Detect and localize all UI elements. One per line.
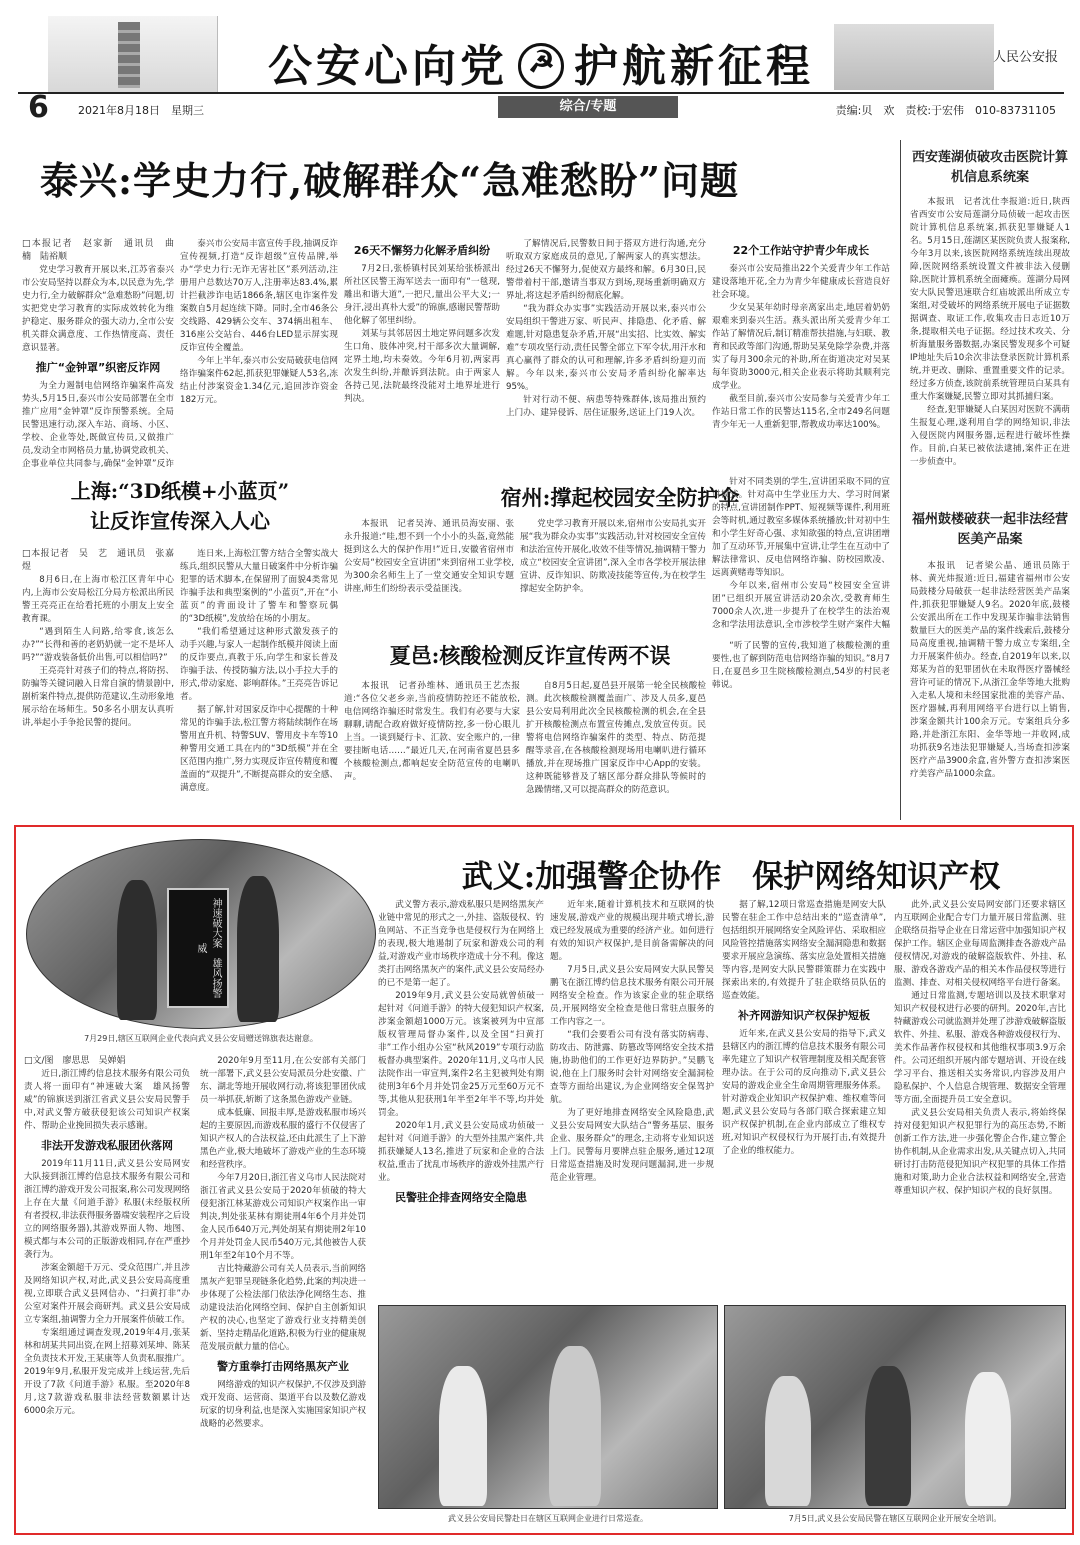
masthead-title-right: 护航新征程 — [574, 41, 814, 92]
lead-sub2: 26天不懈努力化解矛盾纠纷 — [353, 244, 491, 257]
photo3-caption: 7月5日,武义县公安局民警在辖区互联网企业开展安全培训。 — [788, 1514, 1002, 1523]
shanghai-headline-line1: 上海:“3D纸模+小蓝页” — [70, 479, 290, 503]
section-tab: 综合/专题 — [498, 96, 678, 118]
brief-1-p2: 经查,犯罪嫌疑人白某因对医院不满萌生报复心理,遂利用自学的网络知识,非法入侵医院内网服务器,远程进行破坏性操作。目前,白某已被依法逮捕,案件正在进一步侦查中。 — [910, 405, 1070, 467]
brief-1-body — [910, 196, 1070, 492]
person-figure — [237, 876, 279, 1022]
feature-p3: 涉案金额超千万元、受众范围广,并且涉及网络知识产权,对此,武义县公安局高度重视,立即联合武义县网信办、“扫黄打非”办公室对案件开展会商研判。武义县公安局成立专案组,抽调警力全力开展案件侦破工作。 — [24, 1263, 190, 1325]
lead-col-4 — [506, 238, 706, 470]
newspaper-logo: 人民公安报 — [992, 50, 1058, 65]
shanghai-p5: “我们希望通过这种形式激发孩子的动手兴趣,与家人一起制作纸模并阅读上面的反诈要点,真教于乐,向学生和家长普及诈骗手法、传授防骗方法,以小手拉大手的形式,带动家庭、影响群体。”王亮亮告诉记者。 — [180, 627, 338, 702]
feature-p1: 近日,浙江博约信息技术服务有限公司负责人将一面印有“神速破大案 雄风扬警威”的锦旗送到浙江省武义县公安局民警手中,对武义警方破获侵犯该公司知识产权案件、帮助企业挽回损失表示感谢。 — [24, 1069, 190, 1131]
feature-p18: 近年来,在武义县公安局的指导下,武义县辖区内的浙江博约信息技术服务有限公司率先建立了知识产权管理制度及相关配套管理办法。在于公司的反向推动下,武义县公安局的游戏企业全生命周期管理服务体系。针对游戏企业知识产权保护难、维权难等问题,武义县公安局与各部门联合探索建立知识产权保护机制,在企业内部成立了维权专班,对知识产权侵权行为开展打击,有效提升了企业的维权能力。 — [722, 1029, 886, 1156]
lead-col-5 — [712, 238, 890, 470]
photo2-caption: 武义县公安局民警赴日在辖区互联网企业进行日常巡查。 — [448, 1514, 648, 1523]
feature-col-4 — [550, 899, 714, 1299]
feature-sub3: 民警驻企排查网络安全隐患 — [395, 1191, 527, 1204]
lead-col-2 — [180, 238, 338, 470]
suzhou-headline: 宿州:撑起校园安全防护伞 — [500, 485, 740, 510]
shanghai-byline: □本报记者 吴 艺 通讯员 张嘉煜 — [22, 549, 174, 572]
xiayi-p2: 自8月5日起,夏邑县开展第一轮全民核酸检测。此次核酸检测覆盖面广、涉及人员多,夏邑县公安局利用此次全民核酸检测的机会,在全县扩开核酸检测点布置宣传摊点,发放宣传页。民警将电信网络诈骗案件的类型、特点、防范提醒等录音,在各核酸检测现场用电喇叭进行循环播放,并在现场推广国家反诈中心App的安装。这种既能够普及了辖区部分群众排队等候时的急躁情绪,又可以提高群众的防范意识。 — [526, 681, 706, 795]
xiayi-col-3 — [712, 640, 890, 818]
lead-p7: 了解情况后,民警数日间于搭双方进行沟通,充分听取双方家庭成员的意见,了解两家人的真实想法。经过26天不懈努力,促使双方最终和解。6月30日,民警带着村干部,邀请当事双方到场,现场重新明确双方界址,将这起矛盾纠纷彻底化解。 — [506, 239, 706, 301]
feature-p16: 为了更好地排查网络安全风险隐患,武义县公安局网安大队结合“警务基层、服务企业、服务群众”的理念,主动将专业知识送上门。民警每月要牌点驻企服务,通过12项日常巡查措施及时发现问题漏洞,进一步规范企业管理。 — [550, 1108, 714, 1183]
lead-headline: 泰兴:学史力行,破解群众“急难愁盼”问题 — [40, 158, 739, 203]
shanghai-col-1 — [22, 548, 174, 818]
feature-col-6 — [894, 899, 1066, 1299]
feature-p15: “我们会要看公司有没有落实防病毒、防攻击、防泄露、防篡改等网络安全技术措施,协助他们的工作更好边界防护。”吴鹏飞说,他在上门服务时会针对网络安全漏洞检查等方面给出建议,为企业网络安全保驾护航。 — [550, 1030, 714, 1105]
page-number: 6 — [28, 90, 49, 125]
police-silhouette-illustration — [834, 24, 994, 90]
lead-p10: 泰兴市公安局推出22个关爱青少年工作站建设落地开花,全力为青少年健康成长营造良好社会环境。 — [712, 264, 890, 300]
feature-sub4: 补齐网游知识产权保护短板 — [738, 1009, 870, 1022]
person-figure — [965, 1372, 1011, 1506]
photo1-caption: 7月29日,辖区互联网企业代表向武义县公安局赠送锦旗表达谢意。 — [84, 1034, 318, 1043]
lead-p2: 为全力遏制电信网络诈骗案件高发势头,5月15日,泰兴市公安局部署在全市推广应用“金钟罩”反诈预警系统。全局民警迅速行动,深入车站、商场、小区、学校、企业等处,既做宣传员,又做推广员,发动全市网格员力量,协调党政机关、企事业单位共同参与,确保“金钟罩”反诈 — [22, 381, 174, 469]
masthead — [18, 16, 1064, 94]
lead-p6: 刘某与其邻居因土地定界问题多次发生口角、肢体冲突,村干部多次大量调解,定界土地,均未奏效。今年6月初,两家再次发生纠纷,并酿诉到法院。由于两家人各持己见,法院最终没能对土地界址进行判决。 — [344, 329, 500, 404]
suzhou-p4: 今年以来,宿州市公安局“校园安全宣讲团”已组织开展宣讲活动20余次,受教育师生7000余人次,进一步提升了在校学生的法治观念和学法用法意识,全市涉校学生财产案件大幅 — [712, 581, 890, 630]
lead-col-1 — [22, 238, 174, 470]
brief-2-p1: 本报讯 记者梁公晶、通讯员陈于林、黄光炜报道:近日,福建省福州市公安局鼓楼分局破获一起非法经营医美产品案件,抓获犯罪嫌疑人9名。2020年底,鼓楼公安派出所在工作中发现某诈骗非法销售数量巨大的医美产品的案件线索后,鼓楼分局高度重视,抽调精干警力成立专案组,全力开展案件侦办。经查,自2019年以来,以郑某为首的犯罪团伙在未取得医疗器械经营许可证的情况下,从浙江金华等地大批购入走私人境和未经国家批准的美容产品、医疗器械,再利用网络平台进行以上销售,涉案金额共计100余万元。专案组兵分多路,并赴浙江东阳、金华等地一并收网,成功抓获9名违法犯罪嫌疑人,当场查扣涉案医疗产品3900余盒,省外警方查扣涉案医疗美容产品1000余盒。 — [910, 561, 1070, 779]
feature-sub1: 非法开发游戏私服团伙落网 — [41, 1139, 173, 1152]
brief-2-body — [910, 560, 1070, 818]
feature-col-2 — [200, 1055, 366, 1525]
feature-col-5 — [722, 899, 886, 1299]
page-meta-bar — [18, 90, 1064, 125]
brief-1-p1: 本报讯 记者沈仕李报道:近日,陕西省西安市公安局莲湖分局侦破一起攻击医院计算机信息系统案,抓获犯罪嫌疑人1名。5月15日,莲湖区某医院负责人报案称,今年3月以来,该医院网络系统连续出现故障,医院网络系统设置文件被非法入侵删除,医院计算机系统全面瘫痪。莲湖分局网安大队民警迅速联合红庙坡派出所成立专案组,对受破坏的网络系统开展电子证据数据调查、取证工作,收集攻击日志近10万条,提取相关电子证据。经过技术攻关、分析海量服务器数据,办案民警发现多个可疑IP地址失后10余次非法登录医院计算机系统,并更改、删除、重置重要文件的记录。经过多方侦查,该院前系统管理员白某具有重大作案嫌疑,民警立即对其抓捕归案。 — [910, 197, 1070, 402]
feature-p9: 网络游戏的知识产权保护,不仅涉及到游戏开发商、运营商、渠道平台以及数亿游戏玩家的切身利益,也是深入实施国家知识产权战略的必然要求。 — [200, 1380, 366, 1429]
feature-p4: 专案组通过调查发现,2019年4月,张某林和胡某共同出资,在网上招募刘某坤、陈某全负责技术开发,王某康等人负责私服推广。2019年9月,私服开发完成并上线运营,先后开设了7款《问道手游》私服。至2020年8月,这7款游戏私服非法经营数额累计达6000余万元。 — [24, 1328, 190, 1416]
brief-1-title: 西安莲湖侦破攻击医院计算机信息系统案 — [911, 150, 1068, 185]
person-figure — [439, 1366, 487, 1506]
feature-article-box — [14, 825, 1074, 1535]
column-divider — [900, 140, 901, 820]
editors-credit: 责编:贝 欢 责校:于宏伟 010-83731105 — [835, 104, 1056, 117]
lead-sub1: 推广“金钟罩”织密反诈网 — [35, 361, 161, 374]
feature-p13: 近年来,随着计算机技术和互联网的快速发展,游戏产业的规模出现井喷式增长,游戏已经发展成为重要的经济产业。如何进行有效的知识产权保护,是目前备需解决的问题。 — [550, 900, 714, 962]
shanghai-headline-line2: 让反诈宣传深入人心 — [90, 509, 270, 533]
feature-p8: 吉比特藏游公司有关人员表示,当前网络黑灰产犯罪呈现链条化趋势,此案的判决进一步体现了公检法部门依法净化网络生态、推动建设法治化网络空间、保护自主创新知识产权的决心,也坚定了游戏行业支持精美创新、坚持走精品化道路,积极为行业的健康规范发展贡献力量的信心。 — [200, 1264, 366, 1352]
shanghai-p6: 据了解,针对国家反诈中心提醒的十种常见的诈骗手法,松江警方将陆续制作在场警用直升机、特警SUV、警用皮卡车等10种警用交通工具在内的“3D纸模”并在全区范围内推广,努力实现反诈宣传精度和覆盖面的“双提升”,不断提高群众的安全感、满意度。 — [180, 705, 338, 793]
feature-col-1 — [24, 1055, 190, 1525]
suzhou-p3: 针对不同类别的学生,宣讲团采取不同的宣讲模式。针对高中生学业压力大、学习时间紧的特点,宣讲团制作PPT、短视频等课件,利用班会等时机,通过教室多媒体系统播放;针对初中生和小学生好奇心强、求知欲强的特点,宣讲团增加了互动环节,开展集中宣讲,让学生在互动中了解法律常识、反电信网络诈骗、防校园欺凌、远离黄赌毒等知识。 — [712, 477, 890, 578]
xiayi-headline: 夏邑:核酸检测反诈宣传两不误 — [389, 643, 671, 668]
feature-headline: 武义:加强警企协作 保护网络知识产权 — [461, 859, 1001, 895]
shanghai-headline — [30, 476, 330, 536]
suzhou-p1: 本报讯 记者吴涛、通讯员海安丽、张永升报道:“哇,想不到一个小小的头盔,竟然能挺到这么大的保护作用!”近日,安徽省宿州市公安局“校园安全宣讲团”来到宿州工业学校,为300余名师生上了一堂交通安全知识专题讲座,师生们纷纷表示受益匪浅。 — [344, 519, 514, 594]
shanghai-p4: 连日来,上海松江警方结合全警实战大练兵,组织民警从大量日破案件中分析诈骗犯罪的话术脚本,在保留刑了面貌4类常见诈骗手法和典型案例的“小蓝页”,开在“小蓝页”的背面设计了警车和警察玩偶的“3D纸模”,发放给在场的小朋友。 — [180, 549, 338, 624]
lead-p5: 7月2日,张桥镇村民刘某给张桥派出所社区民警王海军送去一面印有“一毯现,雕出和谐大道”,一把尺,量出公平大义;一身汗,浸出真朴大爱”的锦旗,感谢民警帮助他化解了邻里纠纷。 — [344, 264, 500, 326]
suzhou-col-1 — [344, 518, 514, 630]
photo-inspection — [378, 1305, 718, 1509]
xiayi-col-2 — [526, 680, 706, 818]
suzhou-col-3 — [712, 476, 890, 630]
suzhou-col-2 — [520, 518, 706, 630]
lead-p1: 党史学习教育开展以来,江苏省泰兴市公安局坚持以群众为本,以民意为先,学史力行,全力破解群众“急难愁盼”问题,切实把党史学习教育的实际成效转化为维护稳定、服务群众的强大动力,全市公安机关群众满意度、工作热情度高、责任意识显著。 — [22, 265, 174, 353]
lead-sub3: 22个工作站守护青少年成长 — [732, 244, 870, 257]
shanghai-p1: 8月6日,在上海市松江区青年中心内,上海市公安局松江分局方松派出所民警王亮亮正在给看托班的小朋友上安全教育课。 — [22, 575, 174, 624]
feature-sub2: 警方重拳打击网络黑灰产业 — [217, 1360, 349, 1373]
xiayi-p1: 本报讯 记者孙维林、通讯员王艺杰报道:“各位父老乡亲,当前疫情防控还不能放松,电信网络诈骗还时常发生。我们有必要与大家聊聊,请配合政府做好疫情防控,多一份心眼儿上当。一谈到疑行卡、汇款、安全账户的,一律要挂断电话……”最近几天,在河南省夏邑县多个核酸检测点,都响起安全防范宣传的电喇叭声。 — [344, 681, 520, 782]
party-emblem-icon — [518, 43, 564, 89]
lead-p4: 今年上半年,泰兴市公安局破获电信网络诈骗案件62起,抓获犯罪嫌疑人53名,冻结止付涉案资金1.34亿元,追回涉诈资金182万元。 — [180, 356, 338, 405]
feature-p2: 2019年11月11日,武义县公安局网安大队接到浙江博约信息技术服务有限公司和浙江博约游戏开发公司报案,称公司发现网络上存在大量《问道手游》私服(未经版权所有者授权,非法获得服务器端安装程序之后设立的网络服务器),其游戏界面人物、地图、模式都与本公司的正版游戏相同,存在严重抄袭行为。 — [24, 1159, 190, 1260]
lead-byline: □本报记者 赵家新 通讯员 曲 楠 陆裕顺 — [22, 239, 174, 262]
shanghai-col-2 — [180, 548, 338, 818]
suzhou-p2: 党史学习教育开展以来,宿州市公安局扎实开展“我为群众办实事”实践活动,针对校园安全宣传和法治宣传开展化,收效不佳等情况,抽调精干警力成立“校园安全宣讲团”,深入全市各学校开展法律宣讲、反诈知识、防欺凌技能等宣传,为在校学生撑起安全防护伞。 — [520, 519, 706, 594]
feature-p20: 通过日常监测,专题培训以及技术职掌对知识产权侵权进行必要的研判。2020年,吉比特藏游戏公司就监测并处理了涉游戏破解盗版软件、外挂、私服、游戏各种游戏侵权行为、美术作品著作权侵权和其他维权事项3.9万余件。公司还组织开展内部专题培训、开设在线学习平台、推送相关实务常识,内容涉及用户隐私保护、个人信息合规管理、数据安全管理等方面,全面提升员工安全意识。 — [894, 991, 1066, 1105]
feature-p17: 据了解,12项日常巡查措施是网安大队民警在驻企工作中总结出来的“巡查清单”,包括组织开展网络安全风险评估、采取相应风险管控措施落实网络安全漏洞隐患和数据要求开展应急演练、落实应急处置相关措施等内容,是网安大队民警群策群力在实践中探索出来的,有效提升了驻企联络员队伍的巡查效能。 — [722, 900, 886, 1001]
shanghai-p2: “遇到陌生人问路,给零食,该怎么办?”“长得和善的老奶奶就一定不是坏人吗?”“游戏装备低价出售,可以相信吗?” — [22, 627, 174, 663]
issue-date: 2021年8月18日 星期三 — [78, 104, 204, 117]
photo-banner-presentation — [26, 839, 376, 1029]
feature-p19: 此外,武义县公安局网安部门还要求辖区内互联网企业配合专门力量开展日常监测、驻企联络员指导企业在日常运营中加强知识产权保护工作。辖区企业每周监测排查各游戏产品侵权情况,对游戏的破解盗版软件、外挂、私服、游戏各游戏产品的相关本作品侵权等进行监测、排查、对相关侵权网络平台进行备案。 — [894, 900, 1066, 988]
masthead-title-left: 公安心向党 — [268, 41, 508, 92]
feature-p21: 武义县公安局相关负责人表示,将始终保持对侵犯知识产权犯罪行为的高压态势,不断创新工作方法,进一步强化警企合作,建立警企协作机制,从企业需求出发,从关键点切入,共同研讨打击防范侵犯知识产权犯罪的具体工作措施和对策,助力企业合法权益和网络安全,营造尊重知识产权、保护知识产权的良好氛围。 — [894, 1108, 1066, 1196]
brief-2-title: 福州鼓楼破获一起非法经营医美产品案 — [911, 512, 1068, 547]
feature-p10: 武义警方表示,游戏私服只是网络黑灰产业链中常见的形式之一,外挂、盗版侵权、钓鱼网站、不正当竞争也是侵权行为在网络上的表现,极大地遏制了玩家和游戏公司的利益,对游戏产业市场秩序造成十分不利。像这类打击网络黑灰产的案件,武义县公安局经办的已不是第一起了。 — [378, 900, 544, 988]
feature-p6: 成本低廉、回报丰厚,是游戏私服市场兴起的主要原因,而游戏私服的盛行不仅侵害了知识产权人的合法权益,还由此派生了上下游黑色产业,极大地破坏了游戏产业的生态环境和经营秩序。 — [200, 1108, 366, 1170]
person-figure — [117, 880, 157, 1020]
lead-p8: “我为群众办实事”实践活动开展以来,泰兴市公安局组织干警进万家、听民声、排隐患、化矛盾、解难题,针对隐患复杂矛盾,开展“出实招、比实效、解实难”专项攻坚行动,责任民警全部立下军令状,用汗水和真心赢得了群众的认可和理解,许多矛盾纠纷迎刃而解。今年以来,泰兴市公安局矛盾纠纷化解率达95%。 — [506, 304, 706, 392]
person-figure — [549, 1346, 601, 1506]
shanghai-p3: 王亮亮针对孩子们的特点,将防拐、防骗等关键词融入日常自演的情景剧中,剧析案件特点,提供防范建议,生动形象地展示给在场师生。50多名小朋友认真听讲,举起小手争抢民警的提问。 — [22, 666, 174, 728]
lead-p3: 泰兴市公安局丰富宣传手段,抽调反诈宣传视频,打造“反诈超级”宣传品牌,举办“学史力行:无诈无害社区”系列活动,注册用户总数达70万人,注册率达83.4%,累计拦截涉诈电话1866条,辖区电诈案件发案数自5月起连续下降。同时,全市46条公交线路、429辆公交车、374辆出租车、316座公交站台、446台LED显示屏实现反诈宣传全覆盖。 — [180, 239, 338, 353]
person-figure — [865, 1366, 911, 1506]
lead-col-3 — [344, 238, 500, 470]
feature-p7: 今年7月20日,浙江省义乌市人民法院对浙江省武义县公安局于2020年侦破的特大侵犯浙江林某游戏公司知识产权案作出一审判决,判处张某林有期徒刑4年6个月并处罚金人民币640万元,判处胡某有期徒刑2年10个月并处罚金人民币540万元,其他被告人获刑1年至2年10个月不等。 — [200, 1173, 366, 1261]
feature-p5: 2020年9月至11月,在公安部有关部门统一部署下,武义县公安局派员分赴安徽、广东、湖北等地开展收网行动,将该犯罪团伙成员一举抓获,斩断了这条黑色游戏产业链。 — [200, 1056, 366, 1105]
feature-p14: 7月5日,武义县公安局网安大队民警吴鹏飞在浙江博约信息技术服务有限公司开展网络安全检查。作为该家企业的驻企联络员,开展网络安全检查是他日常驻点服务的工作内容之一。 — [550, 965, 714, 1027]
honor-banner: 神速破大案 雄风扬警威 — [167, 888, 229, 1008]
feature-p11: 2019年9月,武义县公安局就曾侦破一起针对《问道手游》的特大侵犯知识产权案,涉案金额超1000万元。该案被列为中宣部版权管理局督办案件,以及全国“扫黄打非”工作小组办公室“秋风2019”专项行动监板督办典型案件。2020年11月,义乌市人民法院作出一审宣判,案件2名主犯被判处有期徒刑3年6个月并处罚金25万元至60万元不等,其他从犯获刑1年半至2年半不等,均并处罚金。 — [378, 991, 544, 1118]
feature-col-3 — [378, 899, 544, 1299]
person-figure — [765, 1376, 811, 1506]
photo-training — [724, 1305, 1066, 1509]
feature-byline: □文/图 廖思思 吴婵娟 — [24, 1056, 126, 1066]
xiayi-p3: “听了民警的宣传,我知道了核酸检测的重要性,也了解到防范电信网络诈骗的知识。”8月7日,在夏邑乡卫生院核酸检测点,54岁的村民老韩说。 — [712, 641, 890, 690]
feature-p12: 2020年1月,武义县公安局成功侦破一起针对《问道手游》的大型外挂黑产案件,共抓获嫌疑人13名,推进了玩家和企业的合法权益,重击了扰乱市场秩序的游戏外挂黑产行业。 — [378, 1121, 544, 1183]
lead-p9: 针对行动不便、病患等特殊群体,该局推出预约上门办、建异侵诉、居住证服务,送证上门19人次。 — [506, 395, 706, 418]
lead-p11: 少女吴某年幼时母亲离家出走,地居着奶奶艰难来到泰兴生活。燕头派出所关爱青少年工作站了解情况后,制订精准帮扶措施,与妇联、教育和民政等部门沟通,帮助吴某免除学杂费,并落实了每月300余元的补助,所在街道决定对吴某每年资助3000元,相关企业表示将助其顺利完成学业。 — [712, 303, 890, 391]
xiayi-col-1 — [344, 680, 520, 818]
lead-p12: 截至目前,泰兴市公安局参与关爱青少年工作站日常工作的民警达115名,全市249名问题青少年无一人重新犯罪,帮教成功率达100%。 — [712, 394, 890, 430]
